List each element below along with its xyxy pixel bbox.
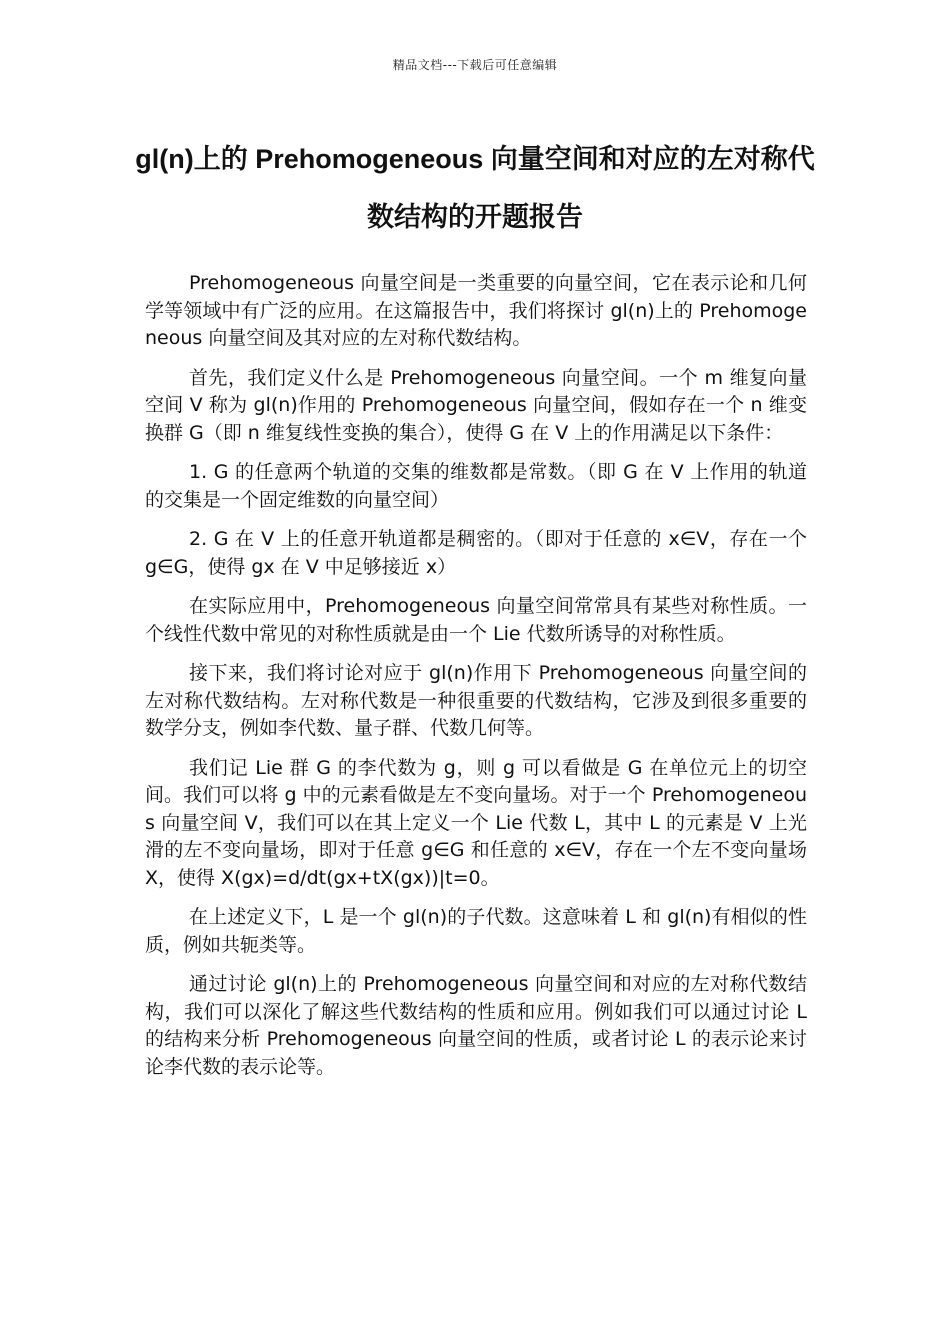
paragraph-left-symmetric: 接下来，我们将讨论对应于 gl(n)作用下 Prehomogeneous 向量空间的左对称代数结构。左对称代数是一种很重要的代数结构，它涉及到很多重要的数学分支，例如李代数、量子群、代数几何等。	[145, 662, 807, 739]
paragraph-definition: 首先，我们定义什么是 Prehomogeneous 向量空间。一个 m 维复向量空间 V 称为 gl(n)作用的 Prehomogeneous 向量空间，假如存在一个 n 维变换群 G（即 n 维复线性变换的集合），使得 G 在 V 上的作用满足以下条件：	[145, 366, 807, 444]
paragraph-subalgebra: 在上述定义下，L 是一个 gl(n)的子代数。这意味着 L 和 gl(n)有相似的性质，例如共轭类等。	[145, 906, 807, 956]
document-body	[145, 270, 807, 1093]
header-note: 精品文档---下载后可任意编辑	[392, 58, 558, 72]
paragraph-intro: Prehomogeneous 向量空间是一类重要的向量空间，它在表示论和几何学等领域中有广泛的应用。在这篇报告中，我们将探讨 gl(n)上的 Prehomogeneous 向量空间及其对应的左对称代数结构。	[145, 272, 807, 349]
paragraph-condition-2: 2. G 在 V 上的任意开轨道都是稠密的。（即对于任意的 x∈V，存在一个 g∈G，使得 gx 在 V 中足够接近 x）	[145, 528, 807, 578]
paragraph-conclusion: 通过讨论 gl(n)上的 Prehomogeneous 向量空间和对应的左对称代数结构，我们可以深化了解这些代数结构的性质和应用。例如我们可以通过讨论 L 的结构来分析 Prehomogeneous 向量空间的性质，或者讨论 L 的表示论来讨论李代数的表示论等。	[145, 973, 807, 1078]
paragraph-condition-1: 1. G 的任意两个轨道的交集的维数都是常数。（即 G 在 V 上作用的轨道的交集是一个固定维数的向量空间）	[145, 461, 807, 511]
document-title: gl(n)上的 Prehomogeneous 向量空间和对应的左对称代数结构的开题报告	[135, 144, 815, 232]
paragraph-lie-algebra: 我们记 Lie 群 G 的李代数为 g，则 g 可以看做是 G 在单位元上的切空间。我们可以将 g 中的元素看做是左不变向量场。对于一个 Prehomogeneous 向量空间 V，我们可以在其上定义一个 Lie 代数 L，其中 L 的元素是 V 上光滑的左不变向量场，即对于任意 g∈G 和任意的 x∈V，存在一个左不变向量场 X，使得 X(gx)=d/dt(gx+tX(gx))|t=0。	[145, 756, 807, 889]
paragraph-symmetry: 在实际应用中，Prehomogeneous 向量空间常常具有某些对称性质。一个线性代数中常见的对称性质就是由一个 Lie 代数所诱导的对称性质。	[145, 595, 807, 645]
